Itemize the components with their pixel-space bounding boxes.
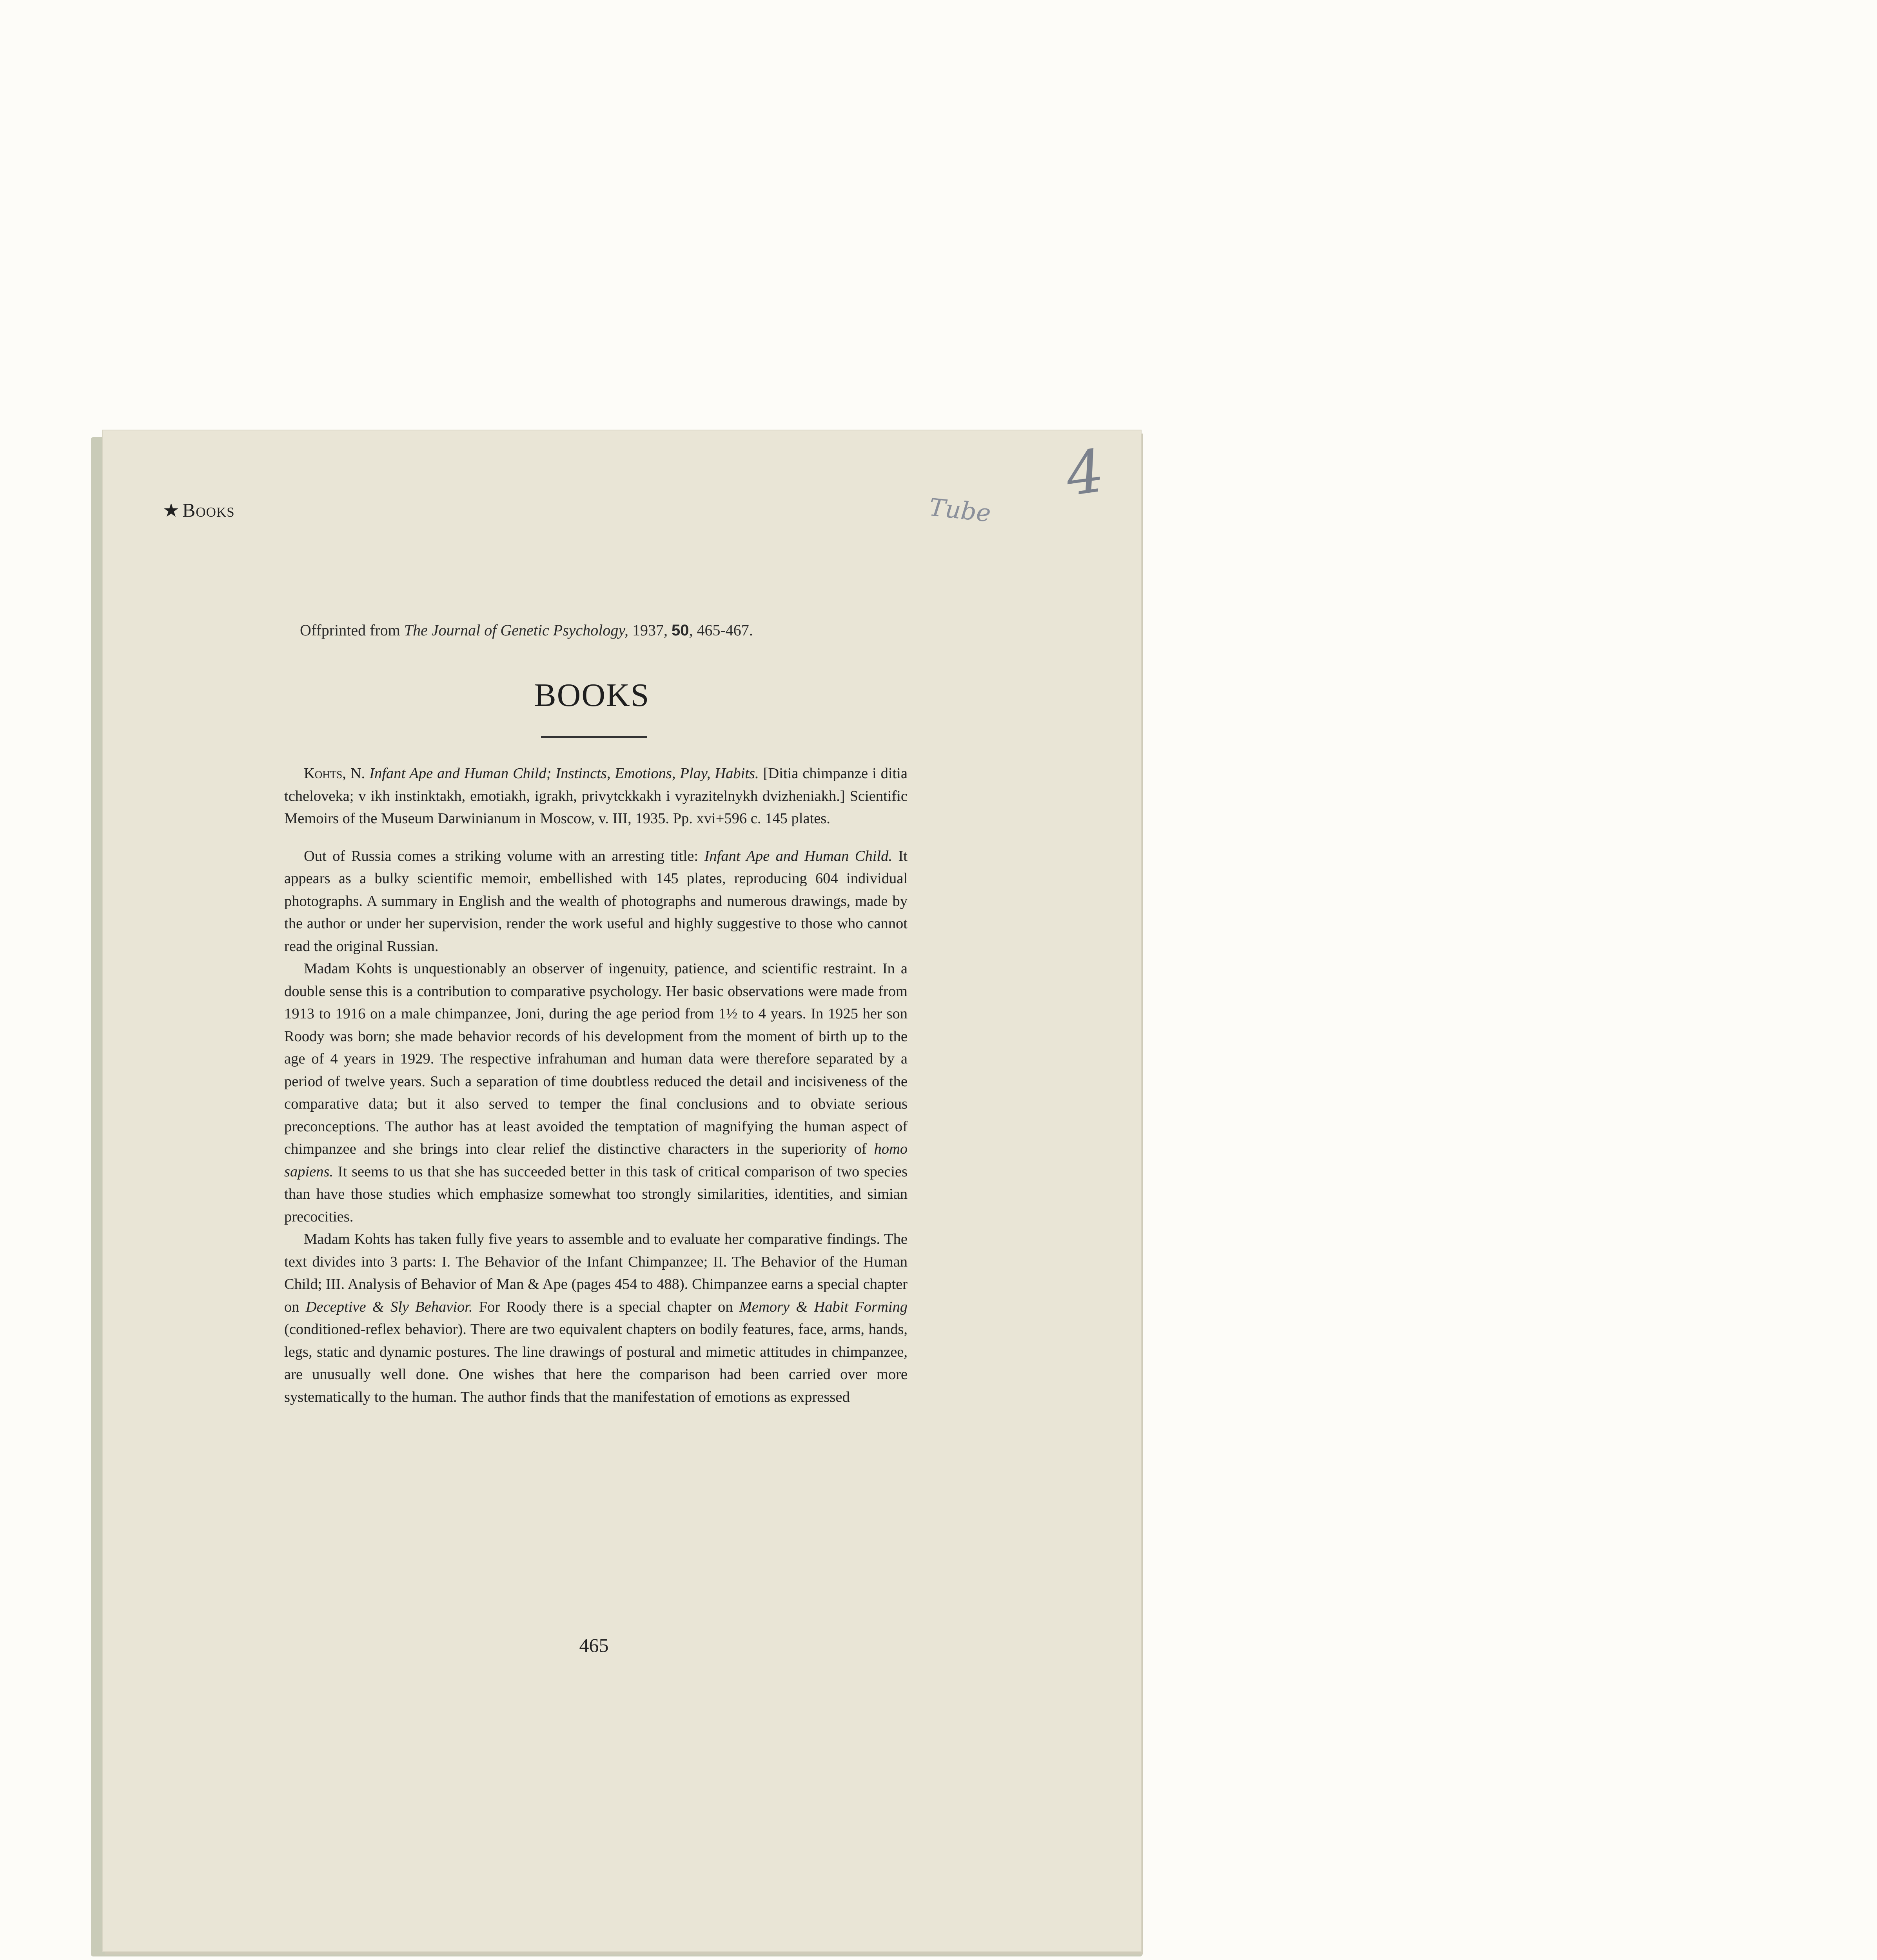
book-citation [284,762,908,830]
paragraph-text: It seems to us that she has succeeded better in this task of critical comparison of two species than have those studies which emphasize somewhat too strongly similarities, identities, and simian precocities. [284,1163,908,1225]
paragraph-italic: homo sapiens. [284,1141,908,1180]
offprint-pages: , 465-467. [689,621,753,639]
paragraph-text: Madam Kohts has taken fully five years to assemble and to evaluate her comparative findings. The text divides into 3 parts: I. The Behavior of the Infant Chimpanzee; II. The Behavior of the Human Child; III. Analysis of Behavior of Man & Ape (pages 454 to 488). Chimpanzee earns a special chapter on [284,1231,908,1315]
paragraph-text: For Roody there is a special chapter on [472,1298,739,1315]
journal-name: The Journal of Genetic Psychology, [404,621,628,639]
page-title: BOOKS [534,677,650,713]
star-icon: ★ [163,500,180,521]
citation-title: Infant Ape and Human Child; Instincts, Emotions, Play, Habits. [369,765,759,782]
citation-author: Kohts, N. [304,765,365,782]
offprint-year: 1937, [628,621,672,639]
paragraph [284,1228,908,1408]
paragraph-text: Out of Russia comes a striking volume with an arresting title: [304,848,704,864]
section-label-text: Books [182,499,235,521]
handwritten-number: 4 [1062,437,1109,510]
paragraph-text: (conditioned-reflex behavior). There are two equivalent chapters on bodily features, face, arms, hands, legs, static and dynamic postures. The line drawings of postural and mimetic attitudes in chimpanzee, are unusually well done. One wishes that here the comparison had been carried over more systematically to the human. The author finds that the manifestation of emotions as expressed [284,1321,908,1405]
paragraph-italic: Memory & Habit Forming [739,1298,908,1315]
paragraph-text: Madam Kohts is unquestionably an observer of ingenuity, patience, and scientific restraint. In a double sense this is a contribution to comparative psychology. Her basic observations were made from 1913 to 1916 on a male chimpanzee, Joni, during the age period from 1½ to 4 years. In 1925 her son Roody was born; she made behavior records of his development from the moment of birth up to the age of 4 years in 1929. The respective infrahuman and human data were therefore separated by a period of twelve years. Such a separation of time doubtless reduced the detail and incisiveness of the comparative data; but it also served to temper the final conclusions and to obviate serious preconceptions. The author has at least avoided the temptation of magnifying the human aspect of chimpanzee and she brings into clear relief the distinctive characters in the superiority of [284,960,908,1157]
paragraph-italic: Infant Ape and Human Child. [704,848,892,864]
section-label [163,499,235,521]
paragraph [284,958,908,1228]
paragraph-italic: Deceptive & Sly Behavior. [305,1298,473,1315]
offprint-line [300,621,943,639]
offprint-volume: 50 [671,622,689,639]
article-body [284,762,908,1408]
handwritten-note: Tube [928,492,993,528]
paragraph-text: It appears as a bulky scientific memoir, embellished with 145 plates, reproducing 604 individual photographs. A summary in English and the wealth of photographs and numerous drawings, made by the author or under her supervision, render the work useful and highly suggestive to those who cannot read the original Russian. [284,848,908,955]
citation-details: [Ditia chimpanze i ditia tcheloveka; v ikh instinktakh, emotiakh, igrakh, privytckkakh i vyrazitelnykh dvizheniakh.] Scientific Memoirs of the Museum Darwinianum in Moscow, v. III, 1935. Pp. xvi+596 c. 145 plates. [284,765,908,827]
paragraph [284,845,908,958]
page-number: 465 [579,1634,609,1656]
title-divider [541,736,647,738]
offprint-prefix: Offprinted from [300,621,404,639]
